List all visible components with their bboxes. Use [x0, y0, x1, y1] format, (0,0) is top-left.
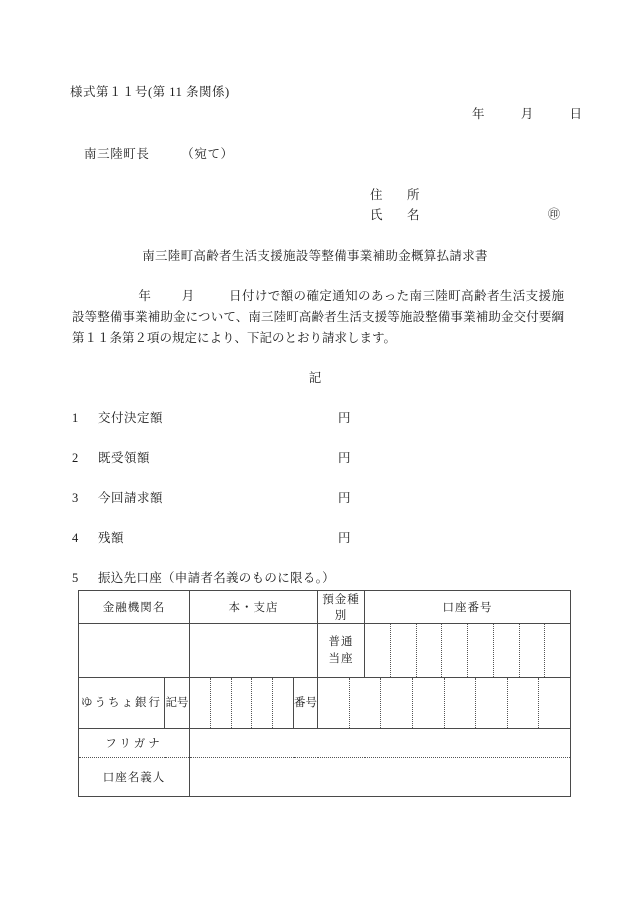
branch-input-cell[interactable] [190, 624, 318, 678]
applicant-address-label: 住 所 [370, 188, 426, 202]
header-account-number: 口座番号 [365, 591, 571, 624]
item-label: 今回請求額 [98, 491, 164, 505]
yucho-digit-cell[interactable] [508, 678, 540, 728]
table-row [79, 758, 571, 797]
body-date-year: 年 [138, 289, 152, 303]
kigou-digit-cell[interactable] [273, 678, 293, 728]
list-item [72, 488, 564, 528]
yucho-digit-cell[interactable] [445, 678, 477, 728]
kigou-digit-cell[interactable] [211, 678, 232, 728]
list-item [72, 448, 564, 488]
item-unit: 円 [338, 451, 351, 465]
item-number: 2 [72, 451, 79, 465]
table-header-row [79, 591, 571, 624]
item-unit: 円 [338, 411, 351, 425]
header-date-year: 年 [471, 107, 485, 121]
yucho-number-subcells [318, 678, 570, 728]
document-title: 南三陸町高齢者生活支援施設等整備事業補助金概算払請求書 [142, 249, 488, 263]
kigou-label [165, 678, 190, 729]
yucho-digit-cell[interactable] [381, 678, 413, 728]
section5-title: 振込先口座（申請者名義のものに限る。） [98, 571, 335, 585]
kigou-digit-cell[interactable] [252, 678, 273, 728]
list-item [72, 528, 564, 568]
account-digit-cell[interactable] [494, 624, 520, 677]
furigana-input-cell[interactable] [190, 729, 571, 758]
account-number-input-cell[interactable] [365, 624, 571, 678]
list-item [72, 408, 564, 448]
addressee-recipient: 南三陸町長 [84, 147, 150, 161]
item-label: 残額 [98, 531, 125, 545]
body-date-month: 月 [181, 289, 195, 303]
kigou-subcells [190, 678, 293, 728]
item-label: 交付決定額 [98, 411, 164, 425]
body-text: 付けで額の確定通知のあった南三陸町高齢者生活支援施設等整備事業補助金について、南三陸町高齢者生活支援等施設整備事業補助金交付要綱第１１条第２項の規定により、下記のとおり請求します。 [72, 289, 564, 345]
yucho-digit-cell[interactable] [318, 678, 350, 728]
section5-label [72, 568, 335, 586]
item-number: 1 [72, 411, 79, 425]
account-holder-label: 口座名義人 [79, 758, 190, 797]
account-digit-cell[interactable] [417, 624, 443, 677]
deposit-type-futsuu[interactable]: 普通 [328, 635, 354, 648]
account-digit-cell[interactable] [391, 624, 417, 677]
header-date-day: 日 [569, 107, 582, 121]
account-digit-cell[interactable] [365, 624, 391, 677]
header-institution: 金融機関名 [79, 591, 190, 624]
header-date-line [472, 104, 582, 122]
account-digit-cell[interactable] [442, 624, 468, 677]
kigou-digit-cell[interactable] [232, 678, 253, 728]
item-label: 既受領額 [98, 451, 151, 465]
account-digit-cell[interactable] [545, 624, 570, 677]
institution-input-cell[interactable] [79, 624, 190, 678]
yucho-digit-cell[interactable] [413, 678, 445, 728]
account-holder-input-cell[interactable] [190, 758, 571, 797]
header-date-month: 月 [520, 107, 534, 121]
yucho-number-input-cell[interactable] [318, 678, 571, 729]
applicant-block [370, 185, 570, 225]
yucho-digit-cell[interactable] [476, 678, 508, 728]
bank-account-table [78, 590, 571, 797]
table-row [79, 624, 571, 678]
body-date-day: 日 [228, 289, 242, 303]
yucho-digit-cell[interactable] [539, 678, 570, 728]
ki-marker: 記 [308, 371, 322, 385]
item-unit: 円 [338, 491, 351, 505]
bangou-label [294, 678, 318, 729]
header-deposit-type: 預金種別 [318, 591, 365, 624]
body-paragraph [72, 286, 564, 349]
addressee-to-label: （宛て） [181, 147, 234, 161]
section5-number: 5 [72, 571, 79, 585]
yucho-bank-label: ゆうちょ銀行 [79, 678, 165, 729]
table-row [79, 678, 571, 729]
deposit-type-cell[interactable] [318, 624, 365, 678]
amount-items-list [72, 408, 564, 568]
form-number: 様式第１１号(第 11 条関係) [70, 85, 230, 99]
applicant-address-row [370, 185, 570, 205]
item-unit: 円 [338, 531, 351, 545]
kigou-input-cell[interactable] [190, 678, 294, 729]
seal-icon: ㊞ [548, 207, 561, 221]
account-digit-cell[interactable] [468, 624, 494, 677]
table-row [79, 729, 571, 758]
item-number: 3 [72, 491, 79, 505]
furigana-label: フリガナ [79, 729, 190, 758]
header-branch: 本・支店 [190, 591, 318, 624]
kigou-label-text: 記号 [165, 696, 189, 709]
deposit-type-touza[interactable]: 当座 [328, 652, 354, 665]
yucho-digit-cell[interactable] [350, 678, 382, 728]
applicant-name-label: 氏 名 [370, 208, 426, 222]
account-digit-cell[interactable] [520, 624, 546, 677]
kigou-digit-cell[interactable] [190, 678, 211, 728]
bangou-label-text: 番号 [294, 696, 317, 709]
item-number: 4 [72, 531, 79, 545]
addressee-line [84, 144, 234, 162]
account-number-subcells [365, 624, 570, 677]
applicant-name-row [370, 205, 570, 225]
